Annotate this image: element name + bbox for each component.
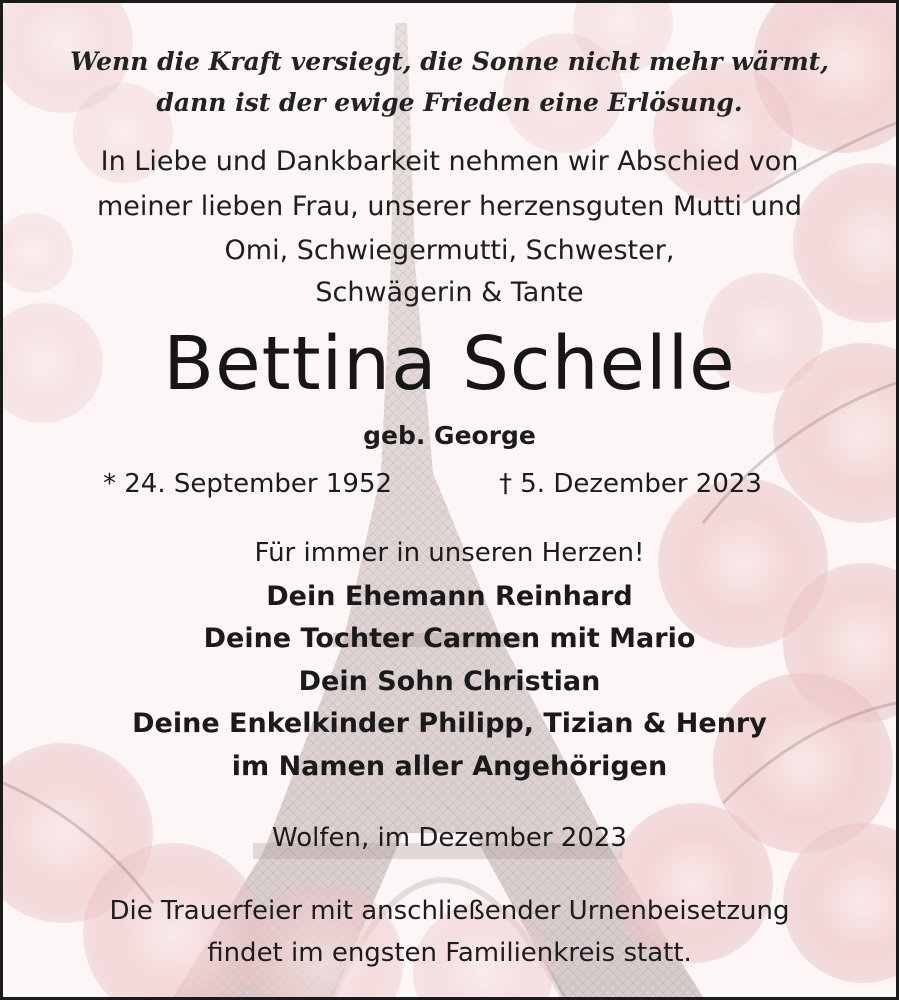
family-line-5: im Namen aller Angehörigen [231, 751, 668, 782]
notice-line-1: Die Trauerfeier mit anschließender Urnenbeisetzung [109, 896, 790, 926]
intro-line-3: Omi, Schwiegermutti, Schwester, [224, 235, 675, 266]
family-line-4: Deine Enkelkinder Philipp, Tizian & Henry [132, 708, 767, 739]
intro-line-1: In Liebe und Dankbarkeit nehmen wir Abschied von [100, 146, 799, 177]
family-line-3: Dein Sohn Christian [298, 666, 601, 697]
family-line-1: Dein Ehemann Reinhard [266, 581, 633, 612]
birth-date: * 24. September 1952 [103, 469, 393, 499]
intro-line-2: meiner lieben Frau, unserer herzensguten Mutti und [96, 191, 803, 222]
notice-line-2: findet im engsten Familienkreis statt. [207, 938, 692, 968]
born-name: geb. George [363, 421, 536, 450]
motto-line-2: dann ist der ewige Frieden eine Erlösung. [156, 88, 743, 117]
closing-motto: Für immer in unseren Herzen! [254, 538, 645, 568]
intro-line-4: Schwägerin & Tante [315, 277, 584, 308]
family-line-2: Deine Tochter Carmen mit Mario [203, 623, 696, 654]
obituary-text [3, 3, 896, 997]
place-date: Wolfen, im Dezember 2023 [272, 823, 627, 853]
life-dates [3, 469, 896, 503]
motto-line-1: Wenn die Kraft versiegt, die Sonne nicht mehr wärmt, [70, 47, 829, 76]
deceased-name: Bettina Schelle [163, 321, 736, 407]
death-date: † 5. Dezember 2023 [499, 469, 762, 499]
